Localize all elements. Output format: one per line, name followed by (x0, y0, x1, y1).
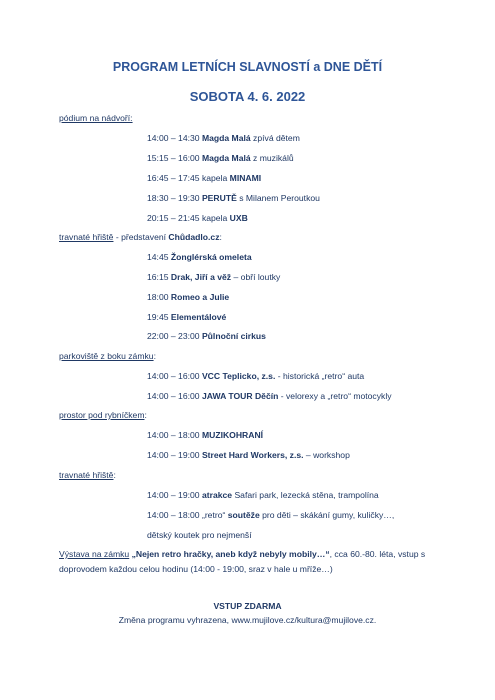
section-heading-parkoviste: parkoviště z boku zámku: (59, 351, 156, 361)
program-row: 16:15 Drak, Jiří a věž – obří loutky (147, 272, 281, 282)
program-row: 14:00 – 19:00 Street Hard Workers, z.s. – workshop (147, 450, 350, 460)
program-row: 14:00 – 18:00 MUZIKOHRANÍ (147, 430, 264, 440)
program-row: 14:00 – 14:30 Magda Malá zpívá dětem (147, 133, 300, 143)
page-title: PROGRAM LETNÍCH SLAVNOSTÍ a DNE DĚTÍ (112, 60, 383, 74)
program-row: 14:45 Žonglérská omeleta (147, 252, 252, 262)
program-row: 18:00 Romeo a Julie (147, 292, 230, 302)
section-heading-rybnicek: prostor pod rybníčkem: (59, 410, 147, 420)
section-heading-podium: pódium na nádvoří: (59, 113, 133, 123)
footer-note: Změna programu vyhrazena, www.mujilove.cz/kultura@mujilove.cz. (118, 615, 377, 625)
program-row: 19:45 Elementálové (147, 312, 227, 322)
event-date: SOBOTA 4. 6. 2022 (189, 89, 306, 104)
section-heading-hriste-2: travnaté hřiště: (59, 470, 116, 480)
program-row: 14:00 – 16:00 JAWA TOUR Děčín - velorexy a „retro“ motocykly (147, 391, 392, 401)
program-row: 15:15 – 16:00 Magda Malá z muzikálů (147, 153, 294, 163)
program-row: 14:00 – 18:00 „retro“ soutěže pro děti – skákání gumy, kuličky…, (147, 510, 395, 520)
program-row: 18:30 – 19:30 PERUTĚ s Milanem Peroutkou (147, 193, 320, 203)
program-row: dětský koutek pro nejmenší (147, 530, 252, 540)
exhibition-note: Výstava na zámku „Nejen retro hračky, aneb když nebyly mobily…“, cca 60.-80. léta, vstup s doprovodem každou celou hodinu (14:00 - 19:00, sraz v hale u mříže…) (59, 549, 426, 574)
free-entry-label: VSTUP ZDARMA (213, 601, 282, 611)
program-row: 14:00 – 16:00 VCC Teplicko, z.s. - historická „retro“ auta (147, 371, 365, 381)
section-heading-hriste: travnaté hřiště - představení Chůdadlo.cz: (59, 232, 222, 242)
program-row: 14:00 – 19:00 atrakce Safari park, lezecká stěna, trampolína (147, 490, 379, 500)
program-row: 20:15 – 21:45 kapela UXB (147, 213, 248, 223)
program-row: 22:00 – 23:00 Půlnoční cirkus (147, 331, 266, 341)
program-row: 16:45 – 17:45 kapela MINAMI (147, 173, 262, 183)
